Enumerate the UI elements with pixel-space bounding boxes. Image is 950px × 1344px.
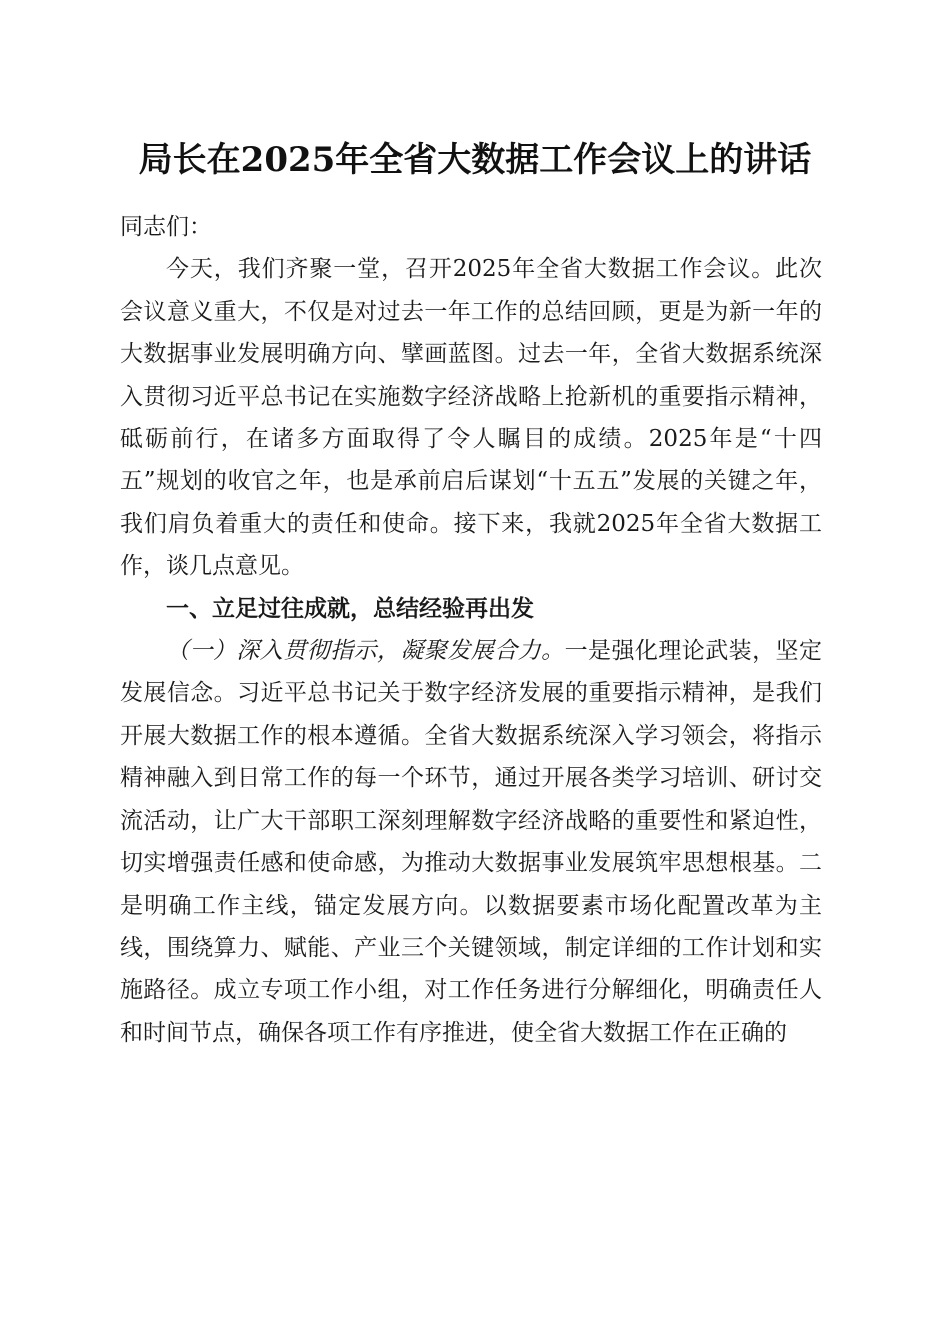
document-title: 局长在2025年全省大数据工作会议上的讲话	[138, 140, 812, 180]
document-body	[120, 206, 822, 1054]
subsection-paragraph	[120, 630, 822, 1054]
section-heading: 一、立足过往成就，总结经验再出发	[166, 595, 534, 622]
salutation: 同志们：	[120, 214, 212, 240]
intro-paragraph: 今天，我们齐聚一堂，召开2025年全省大数据工作会议。此次会议意义重大，不仅是对过去一年工作的总结回顾，更是为新一年的大数据事业发展明确方向、擘画蓝图。过去一年，全省大数据系统深入贯彻习近平总书记在实施数字经济战略上抢新机的重要指示精神，砥砺前行，在诸多方面取得了令人瞩目的成绩。2025年是“十四五”规划的收官之年，也是承前启后谋划“十五五”发展的关键之年，我们肩负着重大的责任和使命。接下来，我就2025年全省大数据工作，谈几点意见。	[120, 256, 822, 580]
subsection-body: 一是强化理论武装，坚定发展信念。习近平总书记关于数字经济发展的重要指示精神，是我们开展大数据工作的根本遵循。全省大数据系统深入学习领会，将指示精神融入到日常工作的每一个环节，通过开展各类学习培训、研讨交流活动，让广大干部职工深刻理解数字经济战略的重要性和紧迫性，切实增强责任感和使命感，为推动大数据事业发展筑牢思想根基。二是明确工作主线，锚定发展方向。以数据要素市场化配置改革为主线，围绕算力、赋能、产业三个关键领域，制定详细的工作计划和实施路径。成立专项工作小组，对工作任务进行分解细化，明确责任人和时间节点，确保各项工作有序推进，使全省大数据工作在正确的	[120, 638, 823, 1046]
subsection-title: （一）深入贯彻指示，凝聚发展合力。	[166, 638, 565, 665]
